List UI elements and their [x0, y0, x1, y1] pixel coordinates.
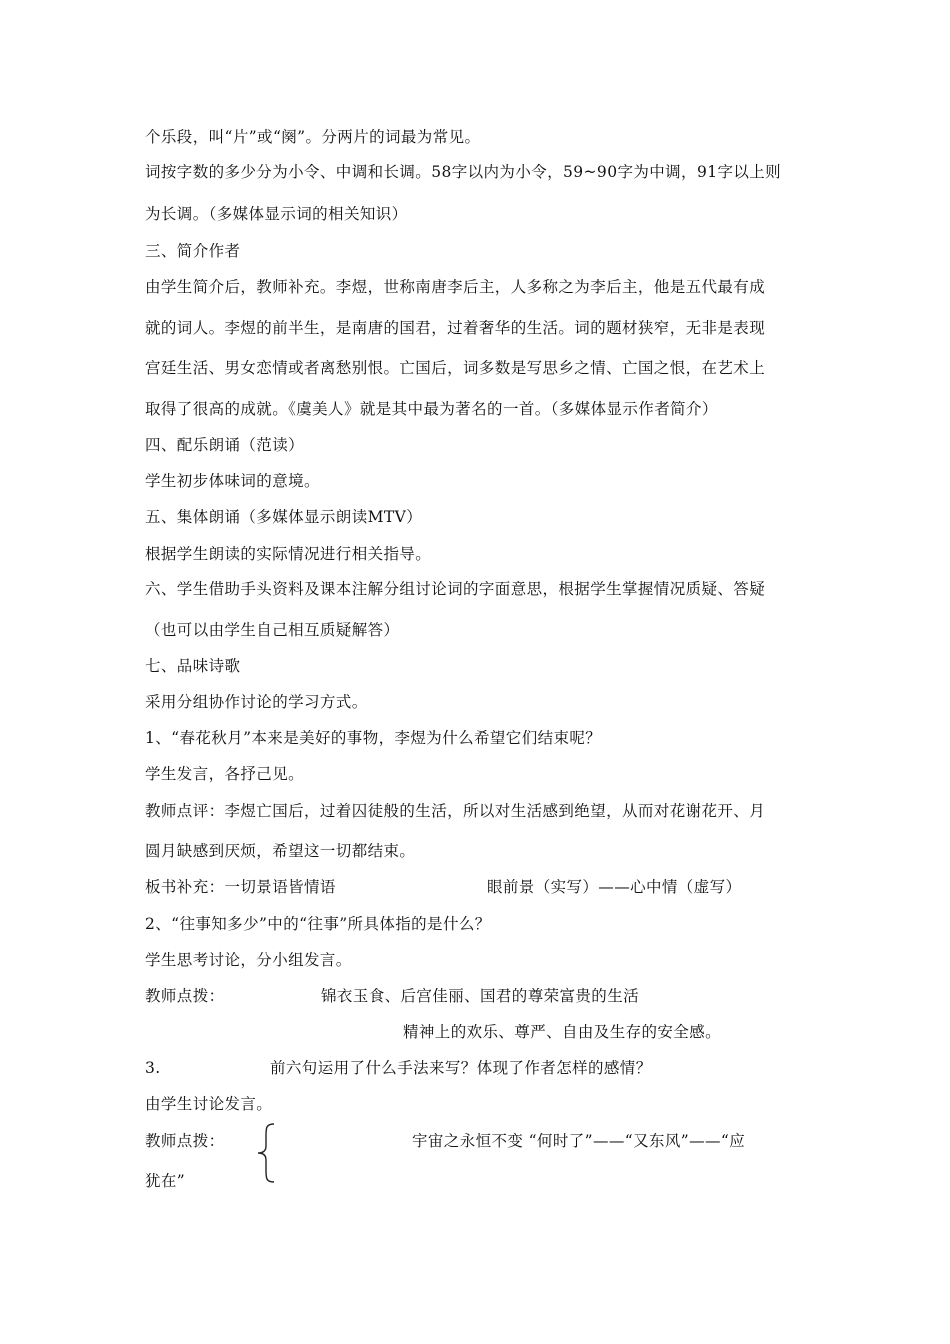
text-line: 学生思考讨论，分小组发言。 — [145, 951, 352, 969]
text-line: 采用分组协作讨论的学习方式。 — [145, 693, 368, 711]
board-note-label: 板书补充：一切景语皆情语 — [145, 878, 336, 896]
text-line: 学生发言，各抒己见。 — [145, 765, 305, 783]
text-line: 由学生简介后，教师补充。李煜，世称南唐李后主，人多称之为李后主，他是五代最有成 — [145, 278, 766, 296]
guidance-content: 精神上的欢乐、尊严、自由及生存的安全感。 — [403, 1023, 722, 1041]
question-line: 1、“春花秋月”本来是美好的事物，李煜为什么希望它们结束呢？ — [145, 729, 602, 747]
section-heading: 五、集体朗诵（多媒体显示朗读MTV） — [145, 508, 423, 526]
text-line: 犹在” — [145, 1172, 186, 1190]
guidance-content: 宇宙之永恒不变 “何时了”——“又东风”——“应 — [412, 1132, 746, 1150]
guidance-label: 教师点拨： — [145, 1132, 225, 1150]
text-line: （也可以由学生自己相互质疑解答） — [145, 621, 400, 639]
section-heading: 三、简介作者 — [145, 242, 241, 260]
board-note-content: 眼前景（实写）——心中情（虚写） — [487, 878, 742, 896]
guidance-content: 锦衣玉食、后宫佳丽、国君的尊荣富贵的生活 — [321, 987, 640, 1005]
text-line: 学生初步体味词的意境。 — [145, 472, 320, 490]
text-line: 由学生讨论发言。 — [145, 1095, 273, 1113]
text-line: 为长调。（多媒体显示词的相关知识） — [145, 205, 408, 223]
text-line: 取得了很高的成就。《虞美人》就是其中最为著名的一首。（多媒体显示作者简介） — [145, 400, 718, 418]
section-heading: 四、配乐朗诵（范读） — [145, 436, 305, 454]
text-line: 就的词人。李煜的前半生，是南唐的国君，过着奢华的生活。词的题材狭窄，无非是表现 — [145, 319, 766, 337]
curly-brace-icon — [254, 1122, 278, 1184]
text-line: 宫廷生活、男女恋情或者离愁别恨。亡国后，词多数是写思乡之情、亡国之恨，在艺术上 — [145, 359, 766, 377]
guidance-label: 教师点拨： — [145, 987, 225, 1005]
question-line: 2、“往事知多少”中的“往事”所具体指的是什么？ — [145, 915, 491, 933]
text-line: 圆月缺感到厌烦，希望这一切都结束。 — [145, 842, 416, 860]
text-line: 个乐段，叫“片”或“阕”。分两片的词最为常见。 — [145, 128, 481, 146]
question-number: 3. — [145, 1059, 161, 1077]
section-heading: 七、品味诗歌 — [145, 657, 241, 675]
text-line: 教师点评：李煜亡国后，过着囚徒般的生活，所以对生活感到绝望，从而对花谢花开、月 — [145, 802, 766, 820]
text-line: 根据学生朗读的实际情况进行相关指导。 — [145, 545, 432, 563]
question-line: 前六句运用了什么手法来写？体现了作者怎样的感情？ — [270, 1059, 652, 1077]
text-line: 词按字数的多少分为小令、中调和长调。58字以内为小令，59~90字为中调，91字以上则 — [145, 163, 782, 181]
section-heading: 六、学生借助手头资料及课本注解分组讨论词的字面意思，根据学生掌握情况质疑、答疑 — [145, 580, 766, 598]
